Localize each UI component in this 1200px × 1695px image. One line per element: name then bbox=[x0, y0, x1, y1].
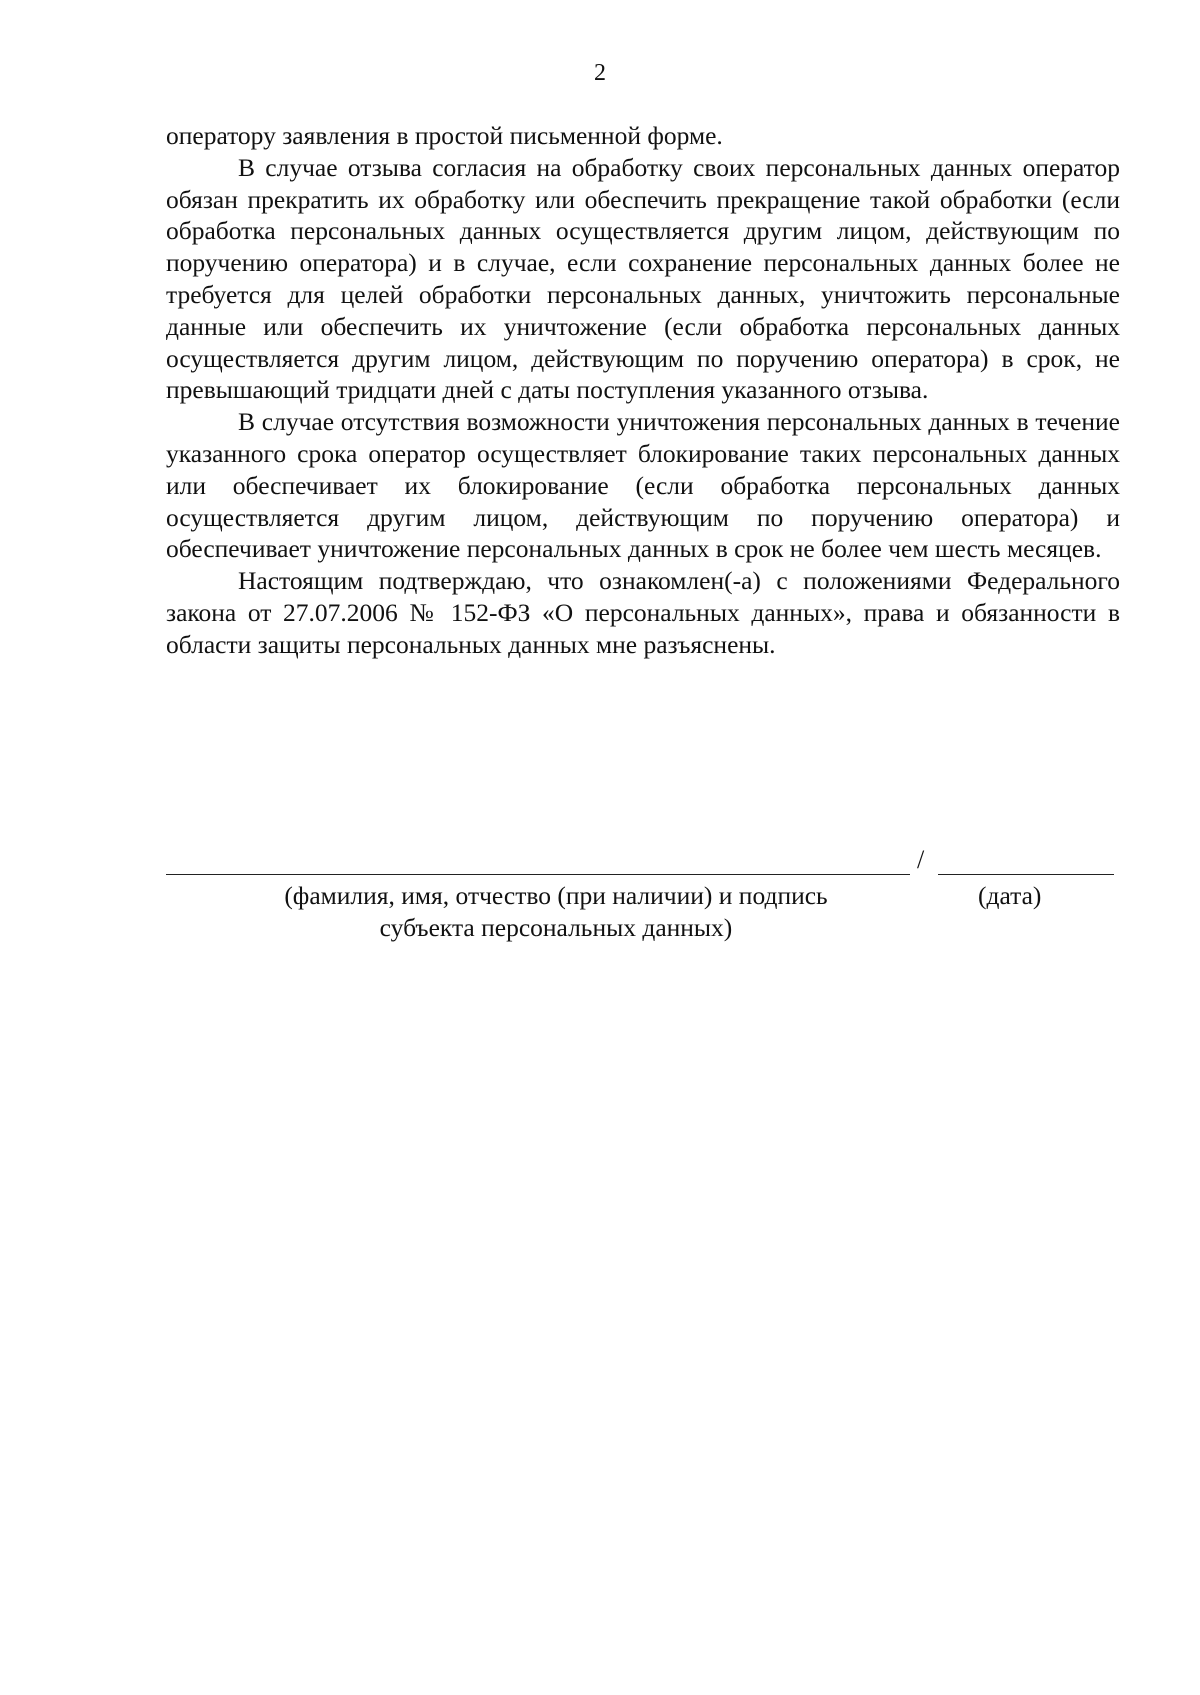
signature-line bbox=[166, 874, 910, 875]
signature-caption-line2: субъекта персональных данных) bbox=[379, 913, 733, 942]
date-caption: (дата) bbox=[978, 881, 1042, 910]
document-body bbox=[166, 120, 1120, 661]
signature-caption bbox=[236, 880, 876, 944]
page-number: 2 bbox=[594, 60, 606, 86]
signature-separator: / bbox=[917, 845, 925, 874]
paragraph-continuation: оператору заявления в простой письменной форме. bbox=[166, 121, 723, 150]
paragraph-confirmation: Настоящим подтверждаю, что ознакомлен(-а) с положениями Федерального закона от 27.07.2006 № 152-ФЗ «О персональных данных», права и обязанности в области защиты персональных данных мне разъяснены. bbox=[166, 566, 1120, 659]
paragraph-consent-withdrawal: В случае отзыва согласия на обработку своих персональных данных оператор обязан прекратить их обработку или обеспечить прекращение такой обработки (если обработка персональных данных осуществляется другим лицом, действующим по поручению оператора) и в случае, если сохранение персональных данных более не требуется для целей обработки персональных данных, уничтожить персональные данные или обеспечить их уничтожение (если обработка персональных данных осуществляется другим лицом, действующим по поручению оператора) в срок, не превышающий тридцати дней с даты поступления указанного отзыва. bbox=[166, 152, 1120, 405]
signature-caption-line1: (фамилия, имя, отчество (при наличии) и подпись bbox=[284, 881, 828, 910]
paragraph-blocking: В случае отсутствия возможности уничтожения персональных данных в течение указанного срока оператор осуществляет блокирование таких персональных данных или обеспечивает их блокирование (если обработка персональных данных осуществляется другим лицом, действующим по поручению оператора) и обеспечивает уничтожение персональных данных в срок не более чем шесть месяцев. bbox=[166, 407, 1120, 564]
date-line bbox=[938, 874, 1114, 875]
